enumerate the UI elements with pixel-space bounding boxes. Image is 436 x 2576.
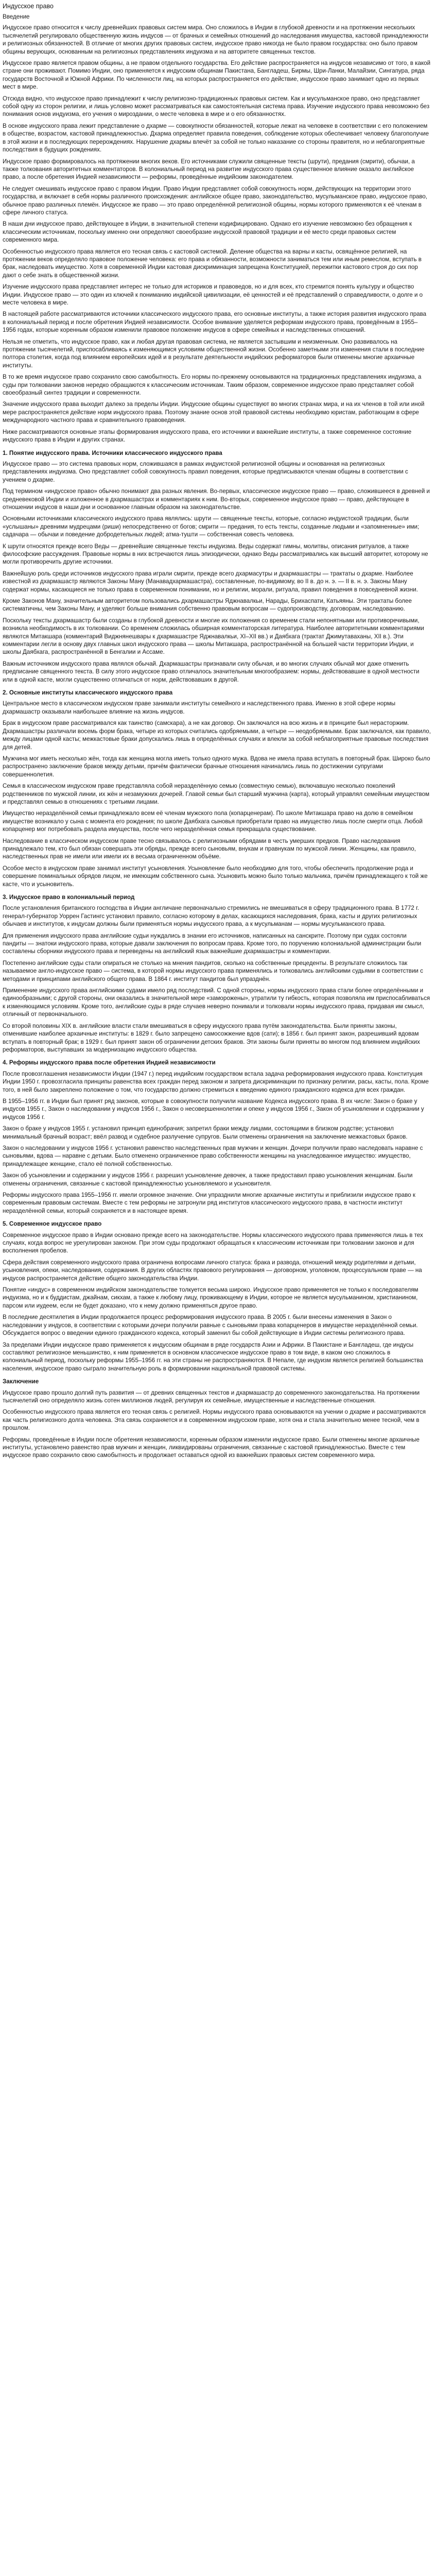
section-paragraph: После провозглашения независимости Индии (1947 г.) перед индийским государством встала задача реформирования индусского права. Конституция Индии 1950 г. провозгласила принципы равенства всех граждан перед законом и запрета дискриминации по признаку религии, расы, касты, пола. Кроме того, в ней было закреплено положение о том, что государство должно стремиться к введению единого гражданского кодекса для всех граждан. — [3, 1070, 429, 1093]
section-paragraph: Основными источниками классического индусского права являлись: шрути — священные тексты, которые, согласно индуистской традиции, были «услышаны» древними мудрецами (риши) непосредственно от богов; смрити — предания, то есть тексты, созданные людьми и «запомненные» ими; садачара — обычаи и поведение добродетельных людей; атма-тушти — собственная совесть человека. — [3, 515, 420, 538]
section-paragraph: Семья в классическом индусском праве представляла собой неразделённую семью (совместную семью), включавшую несколько поколений родственников по мужской линии, их жён и незамужних дочерей. Главой семьи был старший мужчина (карта), который управлял семейным имуществом и представлял семью в отношениях с третьими лицами. — [3, 783, 430, 805]
intro-paragraph: Индусское право является правом общины, а не правом отдельного государства. Его действие распространяется на индусов независимо от того, в какой стране они проживают. Помимо Индии, оно применяется к индусским общинам Пакистана, Бангладеш, Бирмы, Шри-Ланки, Малайзии, Сингапура, ряда государств Восточной и Южной Африки. По численности лиц, на которых распространяется его действие, индусское право занимает одно из первых мест в мире. — [3, 60, 431, 91]
section — [3, 893, 431, 1054]
section-paragraph: Мужчина мог иметь несколько жён, тогда как женщина могла иметь только одного мужа. Вдова не имела права вступать в повторный брак. Широко было распространено заключение браков между детьми, причём фактически брачные отношения начинались лишь по достижении супругами совершеннолетия. — [3, 755, 430, 778]
section — [3, 689, 431, 888]
section-paragraph: Особое место в индусском праве занимал институт усыновления. Усыновление было необходимо для того, чтобы обеспечить продолжение рода и совершение поминальных обрядов лицом, не имеющим собственного сына. Усыновить можно было только мальчика, причём принадлежащего к той же касте, что и усыновитель. — [3, 865, 428, 888]
intro-paragraph: Особенностью индусского права является его тесная связь с кастовой системой. Деление общества на варны и касты, освящённое религией, на протяжении веков определяло правовое положение человека: его права и обязанности, возможности заниматься тем или иным ремеслом, вступать в брак, наследовать имущество. Хотя в современной Индии кастовая дискриминация запрещена Конституцией, пережитки кастового строя до сих пор дают о себе знать в общественной жизни. — [3, 248, 422, 279]
section-paragraph: Закон о наследовании у индусов 1956 г. установил равенство наследственных прав мужчин и женщин. Дочери получили право наследовать наравне с сыновьями, вдова — наравне с детьми. Было отменено ограниченное право собственности женщины на унаследованное имущество: имущество, принадлежащее женщине, стало её полной собственностью. — [3, 1144, 423, 1167]
section-heading: 5. Современное индусское право — [3, 1221, 102, 1228]
sections-container — [3, 449, 431, 1460]
section-body — [3, 1389, 431, 1460]
intro-paragraph: Отсюда видно, что индусское право принадлежит к числу религиозно-традиционных правовых систем. Как и мусульманское право, оно представляет собой одну из сторон религии, и лишь условно может рассматриваться как самостоятельная система права. Изучение индусского права невозможно без понимания основ индуизма, его учения о мироздании, о месте человека в мире и о его обязанностях. — [3, 95, 430, 118]
section — [3, 1220, 431, 1372]
intro-paragraph: Изучение индусского права представляет интерес не только для историков и правоведов, но и для всех, кто стремится понять культуру и общество Индии. Индусское право — это один из ключей к пониманию индийской цивилизации, её ценностей и её представлений о справедливости, о долге и о месте человека в мире. — [3, 283, 423, 306]
section-heading: 2. Основные институты классического индусского права — [3, 689, 173, 697]
section-body — [3, 700, 431, 888]
section-paragraph: Реформы индусского права 1955–1956 гг. имели огромное значение. Они упразднили многие архаичные институты и приблизили индусское право к современным правовым системам. Вместе с тем реформы не затронули ряд институтов классического индусского права, в частности институт неразделённой семьи, который сохраняется и в настоящее время. — [3, 1192, 416, 1214]
section-paragraph: Под термином «индусское право» обычно понимают два разных явления. Во-первых, классическое индусское право — право, сложившееся в древней и средневековой Индии и изложенное в дхармашастрах и комментариях к ним. Во-вторых, современное индусское право — право, действующее в отношении индусов в наши дни и основанное главным образом на законодательстве. — [3, 488, 430, 511]
intro-paragraph: Ниже рассматриваются основные этапы формирования индусского права, его источники и важнейшие институты, а также современное состояние индусского права в Индии и других странах. — [3, 428, 412, 444]
section-paragraph: Центральное место в классическом индусском праве занимали институты семейного и наследственного права. Именно в этой сфере нормы дхармашастр оказывали наибольшее влияние на жизнь индусов. — [3, 700, 396, 715]
section-paragraph: Закон об усыновлении и содержании у индусов 1956 г. разрешил усыновление девочек, а также предоставил право усыновления женщинам. Были отменены ограничения, связанные с кастовой принадлежностью усыновляемого и усыновителя. — [3, 1172, 413, 1187]
section-paragraph: Важнейшую роль среди источников индусского права играли смрити, прежде всего дхармасутры и дхармашастры — трактаты о дхарме. Наиболее известной из дхармашастр являются Законы Ману (Манавадхармашастра), составленные, по-видимому, во II в. до н. э. — II в. н. э. Законы Ману содержат нормы, касающиеся не только права в современном понимании, но и религии, морали, ритуала, правил поведения в повседневной жизни. — [3, 570, 418, 593]
section-paragraph: Со второй половины XIX в. английские власти стали вмешиваться в сферу индусского права путём законодательства. Были приняты законы, отменившие наиболее архаичные институты: в 1829 г. было запрещено самосожжение вдов (сати); в 1856 г. был принят закон, разрешивший вдовам вступать в повторный брак; в 1929 г. был принят закон об ограничении детских браков. Эти законы были приняты во многом под влиянием индийских реформаторов, выступавших за модернизацию индусского общества. — [3, 1022, 420, 1053]
section-body — [3, 1070, 431, 1215]
section-paragraph: Наследование в классическом индусском праве тесно связывалось с религиозными обрядами в честь умерших предков. Право наследования принадлежало тем, кто был обязан совершать эти обряды, прежде всего сыновьям, внукам и правнукам по мужской линии. Женщины, как правило, наследственных прав не имели или имели их в весьма ограниченном объёме. — [3, 837, 416, 860]
section-paragraph: Применение индусского права английскими судами имело ряд последствий. С одной стороны, нормы индусского права стали более определёнными и единообразными; с другой стороны, они оказались в значительной мере «заморожены», утратили ту гибкость, которая позволяла им приспосабливаться к изменяющимся условиям. Кроме того, английские суды в ряде случаев неверно понимали и толковали нормы индусского права, придавая им смысл, отличный от первоначального. — [3, 987, 430, 1018]
section-paragraph: Брак в индусском праве рассматривался как таинство (самскара), а не как договор. Он заключался на всю жизнь и в принципе был нерасторжим. Дхармашастры различали восемь форм брака, четыре из которых считались одобряемыми, а четыре — неодобряемыми. Брак заключался, как правило, между лицами одной касты; межкастовые браки допускались лишь в определённых случаях и влекли за собой неблагоприятные правовые последствия для детей. — [3, 720, 431, 751]
section-body — [3, 904, 431, 1054]
section-paragraph: Поскольку тексты дхармашастр были созданы в глубокой древности и многие их положения со временем стали непонятными или противоречивыми, возникла необходимость в их толковании. Со временем сложилась обширная комментаторская литература. Наиболее авторитетными комментариями являются Митакшара (комментарий Виджнянешвары к дхармашастре Яджнавалкьи, XI–XII вв.) и Даябхага (трактат Джимутаваханы, XII в.). Эти комментарии легли в основу двух главных школ индусского права — школы Митакшара, распространённой на большей части территории Индии, и школы Даябхага, распространённой в Бенгалии и Ассаме. — [3, 617, 424, 656]
section-body — [3, 460, 431, 684]
section-paragraph: Понятие «индус» в современном индийском законодательстве толкуется весьма широко. Индусское право применяется не только к последователям индуизма, но и к буддистам, джайнам, сикхам, а также к любому лицу, проживающему в Индии, которое не является мусульманином, христианином, парсом или иудеем, если не будет доказано, что к нему должно применяться другое право. — [3, 1286, 418, 1309]
section-heading: 4. Реформы индусского права после обретения Индией независимости — [3, 1059, 216, 1066]
intro-paragraph: В настоящей работе рассматриваются источники классического индусского права, его основные институты, а также история развития индусского права в колониальный период и после обретения Индией независимости. Особое внимание уделяется реформам индусского права, проведённым в 1955–1956 годах, которые коренным образом изменили правовое положение индусов в сфере семейных и наследственных отношений. — [3, 311, 427, 334]
section-paragraph: Индусское право прошло долгий путь развития — от древних священных текстов и дхармашастр до современного законодательства. На протяжении тысячелетий оно определяло жизнь сотен миллионов людей, регулируя их семейные, имущественные и наследственные отношения. — [3, 1389, 420, 1404]
section-heading: Заключение — [3, 1378, 39, 1385]
section-paragraph: Современное индусское право в Индии основано прежде всего на законодательстве. Нормы классического индусского права применяются лишь в тех случаях, когда вопрос не урегулирован законом. При этом суды продолжают обращаться к классическим источникам при толковании законов и для восполнения пробелов. — [3, 1231, 423, 1255]
section-paragraph: Сфера действия современного индусского права ограничена вопросами личного статуса: брака и развода, отношений между родителями и детьми, усыновления, опеки, наследования, содержания. В других областях правового регулирования — договорном, уголовном, процессуальном праве — на индусов распространяется действие общего законодательства Индии. — [3, 1259, 422, 1282]
section-paragraph: Кроме Законов Ману, значительным авторитетом пользовались дхармашастры Яджнавалкьи, Нарады, Брихаспати, Катьяяны. Эти трактаты более систематичны, чем Законы Ману, и уделяют больше внимания собственно правовым вопросам — судопроизводству, договорам, наследованию. — [3, 598, 412, 613]
section-paragraph: Индусское право — это система правовых норм, сложившаяся в рамках индуистской религиозной общины и основанная на религиозных представлениях индуизма. Оно представляет собой совокупность правил поведения, которые предписываются членам общины в соответствии с учением о дхарме. — [3, 460, 408, 483]
intro-paragraph: Индусское право относится к числу древнейших правовых систем мира. Оно сложилось в Индии в глубокой древности и на протяжении нескольких тысячелетий регулировало общественную жизнь индусов — от брачных и семейных отношений до наследования имущества, кастовой принадлежности и религиозных обязанностей. В отличие от многих других правовых систем, индусское право никогда не было правом государства: оно было правом общины верующих, основанным на религиозных представлениях индуизма и на авторитете священных текстов. — [3, 24, 429, 55]
section-paragraph: Для применения индусского права английские судьи нуждались в знании его источников, написанных на санскрите. Поэтому при судах состояли пандиты — знатоки индусского права, которые давали заключения по вопросам права. Кроме того, по поручению колониальной администрации были составлены сборники индусского права и переведены на английский язык важнейшие дхармашастры и комментарии. — [3, 932, 422, 955]
page-subtitle: Введение — [3, 13, 30, 20]
section-heading: 1. Понятие индусского права. Источники классического индусского права — [3, 449, 222, 456]
section-paragraph: За пределами Индии индусское право применяется к индусским общинам в ряде государств Азии и Африки. В Пакистане и Бангладеш, где индусы составляют религиозное меньшинство, к ним применяется в основном классическое индусское право в том виде, в каком оно сложилось в колониальный период, поскольку реформы 1955–1956 гг. на эти страны не распространяются. В Непале, где индуизм является религией большинства населения, индусское право сыграло значительную роль в формировании национальной правовой системы. — [3, 1341, 423, 1372]
page-title: Индусское право — [3, 3, 54, 10]
section-paragraph: Особенностью индусского права является его тесная связь с религией. Нормы индусского права основываются на учении о дхарме и рассматриваются как часть религиозного долга человека. Эта связь сохраняется и в современном индусском праве, хотя она и стала значительно менее тесной, чем в прошлом. — [3, 1409, 426, 1432]
section-heading: 3. Индусское право в колониальный период — [3, 894, 135, 901]
intro-paragraph: Значение индусского права выходит далеко за пределы Индии. Индусские общины существуют во многих странах мира, и на их членов в той или иной мере распространяется действие норм индусского права. Поэтому знание основ этой правовой системы необходимо юристам, работающим в сфере международного частного права и сравнительного правоведения. — [3, 401, 425, 424]
intro-section — [3, 24, 431, 444]
intro-paragraph: В то же время индусское право сохранило свою самобытность. Его нормы по-прежнему основываются на традиционных представлениях индуизма, а суды при толковании законов нередко обращаются к классическим источникам. Таким образом, современное индусское право представляет собой своеобразный синтез традиции и современности. — [3, 374, 422, 397]
section-body — [3, 1231, 431, 1373]
intro-paragraph: В наши дни индусское право, действующее в Индии, в значительной степени кодифицировано. Однако его изучение невозможно без обращения к классическим источникам, поскольку именно они определяют своеобразие индусской правовой традиции и её место среди правовых систем современного мира. — [3, 221, 412, 244]
section-paragraph: Постепенно английские суды стали опираться не столько на мнения пандитов, сколько на собственные прецеденты. В результате сложилось так называемое англо-индусское право — система, в которой нормы индусского права применялись и толковались английскими судьями в соответствии с методами и принципами английского общего права. В 1864 г. институт пандитов был упразднён. — [3, 959, 423, 982]
intro-paragraph: В основе индусского права лежит представление о дхарме — совокупности обязанностей, которые лежат на человеке в соответствии с его положением в обществе, возрастом, кастовой принадлежностью. Дхарма определяет правила поведения, соблюдение которых обеспечивает человеку благополучие в этой жизни и в последующих перерождениях. Нарушение дхармы влечёт за собой не только наказание со стороны правителя, но и неблагоприятные последствия в будущих рождениях. — [3, 122, 429, 154]
section — [3, 1378, 431, 1460]
intro-paragraph: Не следует смешивать индусское право с правом Индии. Право Индии представляет собой совокупность норм, действующих на территории этого государства, и включает в себя нормы различного происхождения: английское общее право, законодательство, мусульманское право, индусское право, обычное право различных племён. Индусское же право — это право определённой религиозной общины, нормы которого применяются к её членам в сфере личного статуса. — [3, 185, 428, 216]
section-paragraph: Закон о браке у индусов 1955 г. установил принцип единобрачия; запретил браки между лицами, состоящими в близком родстве; установил минимальный брачный возраст; ввёл развод и судебное разлучение супругов. Были отменены ограничения на заключение межкастовых браков. — [3, 1125, 408, 1140]
section — [3, 1059, 431, 1215]
section-paragraph: Имущество неразделённой семьи принадлежало всем её членам мужского пола (копарценерам). По школе Митакшара право на долю в семейном имуществе возникало у сына с момента его рождения; по школе Даябхага сыновья приобретали право на имущество лишь после смерти отца. Любой копарценер мог потребовать раздела имущества, после чего неразделённая семья прекращала существование. — [3, 810, 423, 833]
section — [3, 449, 431, 684]
intro-paragraph: Индусское право формировалось на протяжении многих веков. Его источниками служили священные тексты (шрути), предания (смрити), обычаи, а также толкования авторитетных комментаторов. В колониальный период на развитие индусского права существенное влияние оказало английское право, а после обретения Индией независимости — реформы, проведённые индийским законодателем. — [3, 158, 415, 181]
section-paragraph: Важным источником индусского права являлся обычай. Дхармашастры признавали силу обычая, и во многих случаях обычай мог даже отменить предписание священного текста. В силу этого индусское право отличалось значительным многообразием: нормы, действовавшие в одной местности или в одной касте, могли существенно отличаться от норм, действовавших в другой. — [3, 660, 420, 683]
intro-paragraph: Нельзя не отметить, что индусское право, как и любая другая правовая система, не является застывшим и неизменным. Оно развивалось на протяжении тысячелетий, приспосабливаясь к изменяющимся условиям общественной жизни. Особенно заметными эти изменения стали в последние полтора столетия, когда под влиянием европейских идей и в результате деятельности индийских реформаторов были отменены многие архаичные институты. — [3, 338, 425, 369]
section-paragraph: К шрути относятся прежде всего Веды — древнейшие священные тексты индуизма. Веды содержат гимны, молитвы, описания ритуалов, а также философские рассуждения. Правовые нормы в них встречаются лишь эпизодически, однако Веды рассматривались как высший авторитет, которому не могли противоречить другие источники. — [3, 543, 428, 566]
section-paragraph: В последние десятилетия в Индии продолжается процесс реформирования индусского права. В 2005 г. были внесены изменения в Закон о наследовании у индусов, в соответствии с которыми дочери получили равные с сыновьями права копарценеров в имуществе неразделённой семьи. Обсуждается вопрос о введении единого гражданского кодекса, который заменил бы собой действующие в Индии системы религиозного права. — [3, 1314, 418, 1337]
section-paragraph: Реформы, проведённые в Индии после обретения независимости, коренным образом изменили индусское право. Были отменены многие архаичные институты, установлено равенство прав мужчин и женщин, ликвидированы ограничения, связанные с кастовой принадлежностью. Вместе с тем индусское право сохранило свою самобытность и продолжает оставаться одной из важнейших правовых систем современного мира. — [3, 1436, 420, 1459]
section-paragraph: После установления британского господства в Индии англичане первоначально стремились не вмешиваться в сферу традиционного права. В 1772 г. генерал-губернатор Уоррен Гастингс установил правило, согласно которому в делах, касающихся наследования, брака, касты и других религиозных обычаев и институтов, к индусам должны были применяться нормы индусского права, а к мусульманам — нормы мусульманского права. — [3, 905, 420, 928]
section-paragraph: В 1955–1956 гг. в Индии был принят ряд законов, которые в совокупности получили название Кодекса индусского права. В их числе: Закон о браке у индусов 1955 г., Закон о наследовании у индусов 1956 г., Закон о несовершеннолетии и опеке у индусов 1956 г., Закон об усыновлении и содержании у индусов 1956 г. — [3, 1097, 424, 1121]
